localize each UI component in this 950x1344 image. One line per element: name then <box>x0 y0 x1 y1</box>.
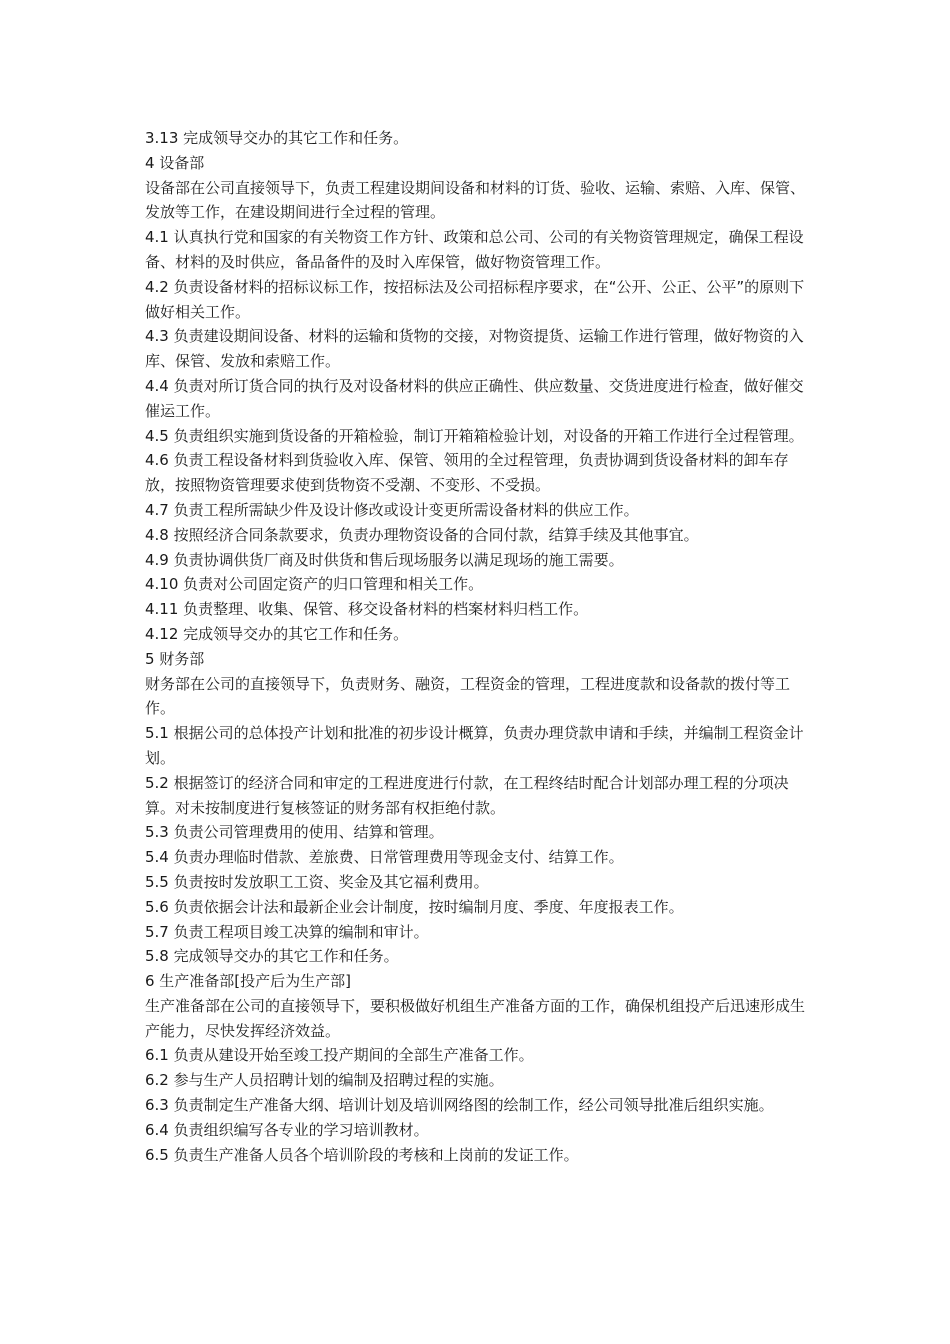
paragraph-4-11: 4.11 负责整理、收集、保管、移交设备材料的档案材料归档工作。 <box>145 600 589 619</box>
paragraph-5-2: 5.2 根据签订的经济合同和审定的工程进度进行付款，在工程终结时配合计划部办理工程的分项决算。对未按制度进行复核签证的财务部有权拒绝付款。 <box>145 773 789 817</box>
paragraph-5-5: 5.5 负责按时发放职工工资、奖金及其它福利费用。 <box>145 872 489 891</box>
paragraph-equipment-intro: 设备部在公司直接领导下，负责工程建设期间设备和材料的订货、验收、运输、索赔、入库、保管、发放等工作，在建设期间进行全过程的管理。 <box>145 178 806 222</box>
paragraph-6-3: 6.3 负责制定生产准备大纲、培训计划及培训网络图的绘制工作，经公司领导批准后组织实施。 <box>145 1096 774 1115</box>
paragraph-4-2: 4.2 负责设备材料的招标议标工作，按招标法及公司招标程序要求，在“公开、公正、公平”的原则下做好相关工作。 <box>145 277 805 321</box>
paragraph-4-12: 4.12 完成领导交办的其它工作和任务。 <box>145 624 409 643</box>
paragraph-6-2: 6.2 参与生产人员招聘计划的编制及招聘过程的实施。 <box>145 1071 504 1090</box>
paragraph-3-13: 3.13 完成领导交办的其它工作和任务。 <box>145 129 409 147</box>
heading-production-preparation-department: 6 生产准备部[投产后为生产部] <box>145 972 352 991</box>
paragraph-4-8: 4.8 按照经济合同条款要求，负责办理物资设备的合同付款，结算手续及其他事宜。 <box>145 525 699 544</box>
paragraph-4-1: 4.1 认真执行党和国家的有关物资工作方针、政策和总公司、公司的有关物资管理规定，确保工程设备、材料的及时供应，备品备件的及时入库保管，做好物资管理工作。 <box>145 228 804 271</box>
heading-finance-department: 5 财务部 <box>145 649 205 668</box>
paragraph-6-4: 6.4 负责组织编写各专业的学习培训教材。 <box>145 1120 429 1139</box>
paragraph-4-9: 4.9 负责协调供货厂商及时供货和售后现场服务以满足现场的施工需要。 <box>145 550 624 569</box>
paragraph-finance-intro: 财务部在公司的直接领导下，负责财务、融资，工程资金的管理，工程进度款和设备款的拨付等工作。 <box>145 674 791 718</box>
paragraph-4-10: 4.10 负责对公司固定资产的归口管理和相关工作。 <box>145 575 484 594</box>
paragraph-5-4: 5.4 负责办理临时借款、差旅费、日常管理费用等现金支付、结算工作。 <box>145 848 624 867</box>
paragraph-5-8: 5.8 完成领导交办的其它工作和任务。 <box>145 947 399 966</box>
paragraph-6-5: 6.5 负责生产准备人员各个培训阶段的考核和上岗前的发证工作。 <box>145 1145 579 1164</box>
document-body <box>145 126 817 1167</box>
paragraph-production-intro: 生产准备部在公司的直接领导下，要积极做好机组生产准备方面的工作，确保机组投产后迅速形成生产能力，尽快发挥经济效益。 <box>145 996 806 1040</box>
paragraph-4-6: 4.6 负责工程设备材料到货验收入库、保管、领用的全过程管理，负责协调到货设备材料的卸车存放，按照物资管理要求使到货物资不受潮、不变形、不受损。 <box>145 451 789 495</box>
paragraph-5-6: 5.6 负责依据会计法和最新企业会计制度，按时编制月度、季度、年度报表工作。 <box>145 897 684 916</box>
heading-equipment-department: 4 设备部 <box>145 153 205 172</box>
paragraph-5-7: 5.7 负责工程项目竣工决算的编制和审计。 <box>145 922 429 941</box>
paragraph-4-3: 4.3 负责建设期间设备、材料的运输和货物的交接，对物资提货、运输工作进行管理，做好物资的入库、保管、发放和索赔工作。 <box>145 327 804 371</box>
paragraph-5-1: 5.1 根据公司的总体投产计划和批准的初步设计概算，负责办理贷款申请和手续，并编制工程资金计划。 <box>145 724 804 767</box>
paragraph-4-7: 4.7 负责工程所需缺少件及设计修改或设计变更所需设备材料的供应工作。 <box>145 500 639 519</box>
paragraph-4-5: 4.5 负责组织实施到货设备的开箱检验，制订开箱箱检验计划，对设备的开箱工作进行全过程管理。 <box>145 426 804 445</box>
paragraph-6-1: 6.1 负责从建设开始至竣工投产期间的全部生产准备工作。 <box>145 1046 534 1065</box>
paragraph-5-3: 5.3 负责公司管理费用的使用、结算和管理。 <box>145 823 444 842</box>
paragraph-4-4: 4.4 负责对所订货合同的执行及对设备材料的供应正确性、供应数量、交货进度进行检查，做好催交催运工作。 <box>145 376 804 420</box>
